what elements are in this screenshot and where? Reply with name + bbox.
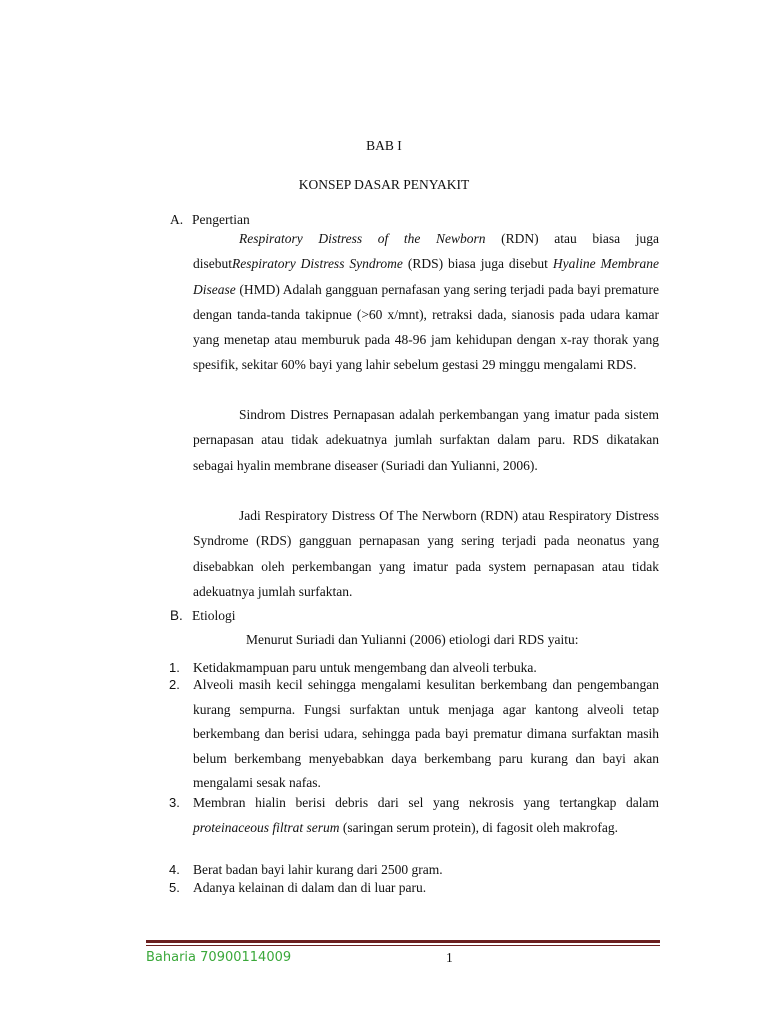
section-a-title: Pengertian	[192, 212, 250, 227]
paragraph-definition-1: Respiratory Distress of the Newborn (RDN) atau biasa juga disebutRespiratory Distress Syndrome (RDS) biasa juga disebut Hyaline Membrane Disease (HMD) Adalah gangguan pernafasan yang sering terjadi pada bayi premature dengan tanda-tanda takipnue (>60 x/mnt), retraksi dada, sianosis pada udara kamar yang menetap atau memburuk pada 48-96 jam kehidupan dengan x-ray thorak yang spesifik, sekitar 60% bayi yang lahir sebelum gestasi 29 minggu mengalami RDS.	[193, 231, 659, 373]
page-number: 1	[446, 950, 453, 965]
term-filtrat-serum: proteinaceous filtrat serum	[193, 819, 340, 835]
term-rds: Respiratory Distress Syndrome	[232, 256, 403, 272]
section-b-marker: B.	[170, 608, 183, 623]
page-title: KONSEP DASAR PENYAKIT	[298, 177, 470, 192]
paragraph-definition-2: Sindrom Distres Pernapasan adalah perkembangan yang imatur pada sistem pernapasan atau tidak adekuatnya jumlah surfaktan dalam paru. RDS dikatakan sebagai hyalin membrane diseaser (Suriadi dan Yulianni, 2006).	[193, 407, 659, 473]
list-item: 4. Berat badan bayi lahir kurang dari 2500 gram.	[169, 862, 443, 877]
chapter-label: BAB I	[366, 138, 402, 153]
term-hmd: Hyaline Membrane Disease	[193, 256, 659, 297]
section-b-heading	[170, 608, 236, 624]
list-item: 1. Ketidakmampuan paru untuk mengembang dan alveoli terbuka.	[169, 660, 537, 675]
section-b-title: Etiologi	[192, 608, 236, 623]
footer-rule-thick	[146, 940, 660, 943]
section-a-marker: A.	[170, 212, 184, 227]
term-rdn: Respiratory Distress of the Newborn	[239, 231, 486, 246]
list-item: 5. Adanya kelainan di dalam dan di luar paru.	[169, 880, 427, 895]
paragraph-definition-3: Jadi Respiratory Distress Of The Nerwborn (RDN) atau Respiratory Distress Syndrome (RDS) gangguan pernapasan yang sering terjadi pada neonatus yang disebabkan oleh perkembangan yang imatur pada system pernapasan atau tidak adekuatnya jumlah surfaktan.	[193, 508, 659, 599]
list-item: 2. Alveoli masih kecil sehingga mengalami kesulitan berkembang dan pengembangan kurang sempurna. Fungsi surfaktan untuk menjaga agar kantong alveoli tetap berkembang dan berisi udara, sehingga pada bayi prematur dimana surfaktan masih belum berkembang menyebabkan daya berkembang paru kurang dan bayi akan mengalami sesak nafas.	[169, 677, 659, 790]
list-item: 3. Membran hialin berisi debris dari sel yang nekrosis yang tertangkap dalam proteinaceous filtrat serum (saringan serum protein), di fagosit oleh makrofag.	[169, 795, 659, 835]
footer-author: Baharia 70900114009	[146, 950, 292, 965]
etiology-intro: Menurut Suriadi dan Yulianni (2006) etiologi dari RDS yaitu:	[246, 632, 579, 647]
footer-rule-thin	[146, 945, 660, 946]
